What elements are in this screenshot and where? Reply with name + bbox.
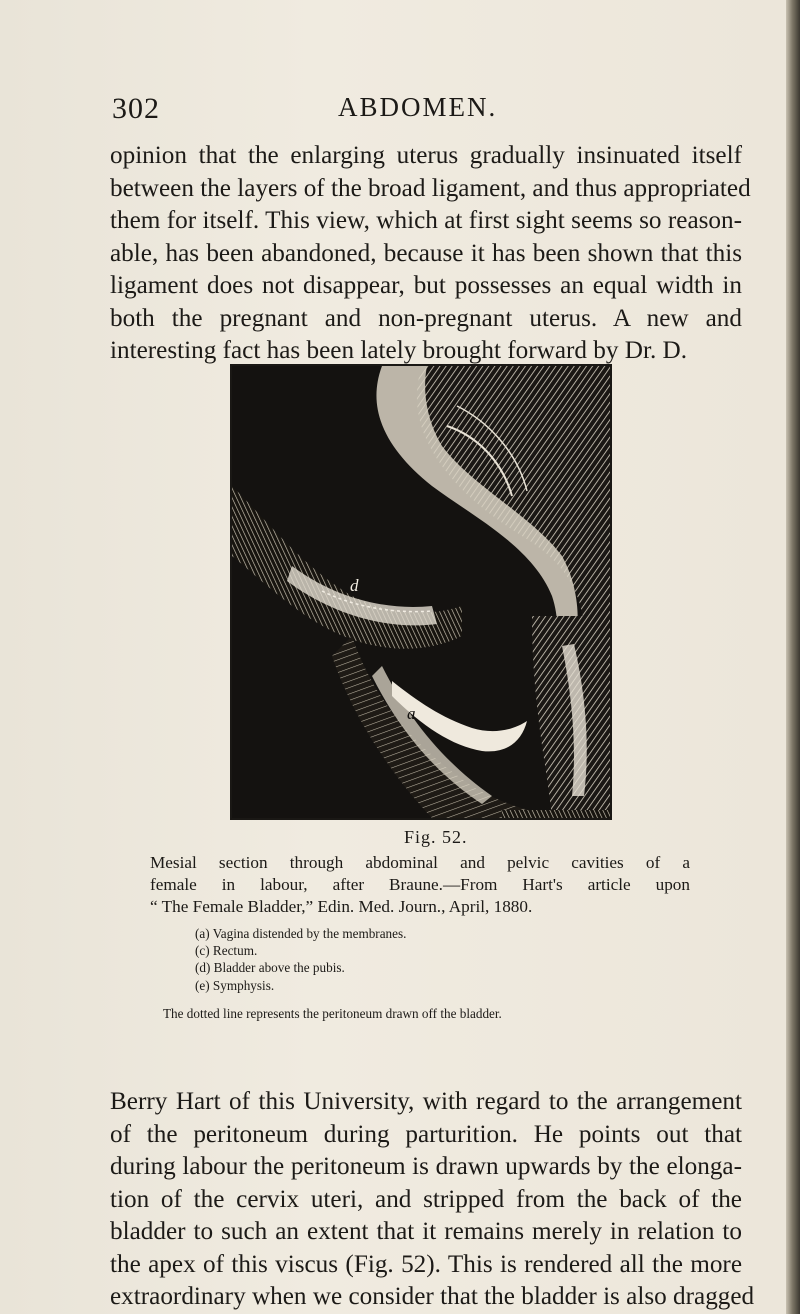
figure-note: The dotted line represents the peritoneum drawn off the bladder. — [163, 1006, 502, 1021]
figure-caption — [150, 852, 690, 918]
figure-label: Fig. 52. — [404, 827, 468, 847]
page-header — [0, 92, 792, 132]
mesial-section-engraving — [232, 366, 610, 818]
text-line: tion of the cervix uteri, and stripped from the back of the — [110, 1185, 742, 1213]
text-line: able, has been abandoned, because it has been shown that this — [110, 239, 742, 267]
text-line: ligament does not disappear, but possesses an equal width in — [110, 272, 742, 299]
text-line: between the layers of the broad ligament, and thus appropriated — [110, 174, 751, 202]
running-title: ABDOMEN. — [338, 92, 498, 122]
paragraph-2 — [110, 1086, 755, 1314]
page-number: 302 — [112, 92, 160, 125]
legend-item-e: (e) Symphysis. — [195, 977, 275, 993]
paragraph-1 — [110, 140, 751, 368]
marker-a: a — [407, 704, 416, 723]
caption-line: “ The Female Bladder,” Edin. Med. Journ., April, 1880. — [150, 897, 533, 916]
legend-item-a: (a) Vagina distended by the membranes. — [195, 926, 407, 941]
figure-legend — [195, 925, 695, 994]
book-spine-shadow — [786, 0, 800, 1314]
text-line: them for itself. This view, which at first sight seems so reason- — [110, 207, 742, 234]
text-line: bladder to such an extent that it remains merely in relation to — [110, 1218, 742, 1245]
text-line: of the peritoneum during parturition. He points out that — [110, 1120, 742, 1148]
text-line: opinion that the enlarging uterus gradually insinuated itself — [110, 142, 742, 169]
text-line: during labour the peritoneum is drawn upwards by the elonga- — [110, 1153, 742, 1180]
text-line: Berry Hart of this University, with regard to the arrangement — [110, 1088, 742, 1115]
caption-line: female in labour, after Braune.—From Hart's article upon — [150, 875, 690, 894]
marker-d: d — [350, 576, 359, 595]
text-line: extraordinary when we consider that the bladder is also dragged — [110, 1283, 755, 1310]
text-line: the apex of this viscus (Fig. 52). This is rendered all the more — [110, 1250, 742, 1278]
text-line: both the pregnant and non-pregnant uterus. A new and — [110, 304, 742, 332]
text-line: interesting fact has been lately brought forward by Dr. D. — [110, 337, 688, 364]
caption-line: Mesial section through abdominal and pelvic cavities of a — [150, 853, 690, 872]
legend-item-c: (c) Rectum. — [195, 943, 258, 959]
anatomical-figure — [230, 364, 612, 820]
legend-item-d: (d) Bladder above the pubis. — [195, 960, 345, 976]
